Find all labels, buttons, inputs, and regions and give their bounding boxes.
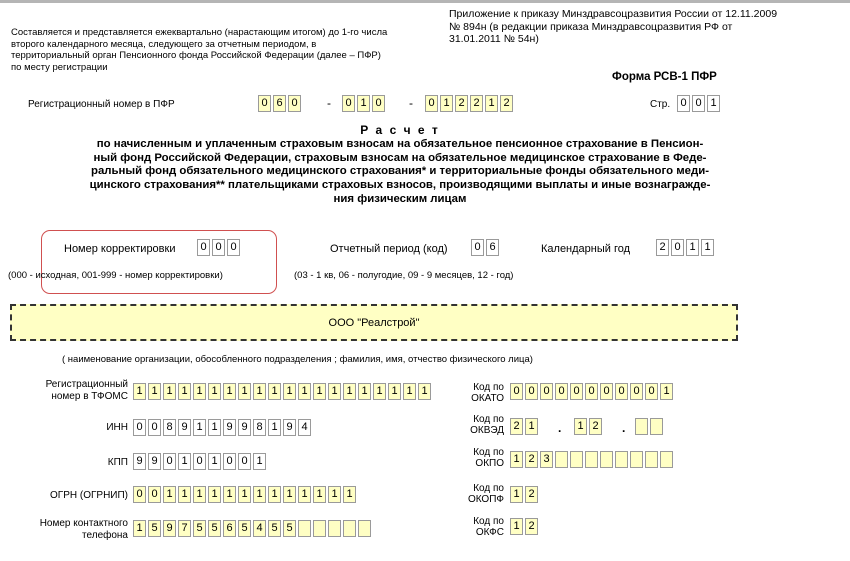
year-label: Календарный год [541, 243, 631, 255]
okato-label [430, 382, 504, 404]
tfoms-cells[interactable] [133, 383, 433, 400]
digit-cell[interactable]: 1 [283, 383, 296, 400]
digit-cell[interactable]: 2 [500, 95, 513, 112]
correction-number-cells[interactable] [197, 239, 242, 256]
digit-cell[interactable]: 0 [555, 383, 568, 400]
digit-cell[interactable]: 6 [223, 520, 236, 537]
period-hint: (03 - 1 кв, 06 - полугодие, 09 - 9 месяцев, 12 - год) [294, 270, 514, 281]
okopf-label-line1: Код по [473, 483, 504, 494]
kpp-label: КПП [107, 457, 128, 468]
digit-cell[interactable]: 4 [253, 520, 266, 537]
okved-label [430, 414, 504, 436]
digit-cell[interactable]: 1 [193, 486, 206, 503]
digit-cell[interactable]: 0 [677, 95, 690, 112]
title-line-6: ния физическим лицам [333, 192, 467, 205]
correction-hint: (000 - исходная, 001-999 - номер корректировки) [8, 270, 223, 281]
period-code-cells[interactable] [471, 239, 501, 256]
digit-cell[interactable] [650, 418, 663, 435]
digit-cell[interactable]: 0 [645, 383, 658, 400]
digit-cell[interactable]: 1 [163, 486, 176, 503]
digit-cell[interactable] [358, 520, 371, 537]
digit-cell[interactable]: 1 [328, 383, 341, 400]
okopf-label-line2: ОКОПФ [467, 494, 504, 505]
digit-cell[interactable]: 0 [510, 383, 523, 400]
document-title [40, 124, 760, 207]
phone-label [8, 518, 128, 542]
digit-cell[interactable]: 1 [178, 383, 191, 400]
digit-cell[interactable]: 2 [525, 518, 538, 535]
page-label: Стр. [650, 99, 671, 110]
digit-cell[interactable] [660, 451, 673, 468]
digit-cell[interactable]: 1 [440, 95, 453, 112]
digit-cell[interactable] [343, 520, 356, 537]
digit-cell[interactable]: 3 [540, 451, 553, 468]
digit-cell[interactable]: 1 [686, 239, 699, 256]
digit-cell[interactable]: 1 [193, 419, 206, 436]
form-title: Форма РСВ-1 ПФР [612, 71, 717, 83]
page-number-cells[interactable] [677, 95, 722, 112]
digit-cell[interactable]: 1 [343, 383, 356, 400]
digit-cell[interactable]: 1 [525, 418, 538, 435]
pfr-reg-part2[interactable] [342, 95, 387, 112]
digit-cell[interactable]: 0 [671, 239, 684, 256]
appendix-reference: Приложение к приказу Минздравсоцразвития России от 12.11.2009 № 894н (в редакции приказа Минздравсоцразвития РФ от 31.01.2011 № 54н) [449, 8, 778, 46]
year-cells[interactable] [656, 239, 716, 256]
digit-cell[interactable]: 7 [178, 520, 191, 537]
digit-cell[interactable]: 0 [163, 453, 176, 470]
digit-cell[interactable]: 0 [425, 95, 438, 112]
okato-label-line1: Код по [473, 382, 504, 393]
digit-cell[interactable]: 0 [193, 453, 206, 470]
digit-cell[interactable]: 5 [148, 520, 161, 537]
digit-cell[interactable]: 1 [313, 486, 326, 503]
ogrn-cells[interactable] [133, 486, 358, 503]
digit-cell[interactable]: 0 [615, 383, 628, 400]
digit-cell[interactable]: 0 [133, 419, 146, 436]
digit-cell[interactable] [585, 451, 598, 468]
digit-cell[interactable]: 1 [313, 383, 326, 400]
tfoms-label-line1: Регистрационный [45, 379, 128, 390]
digit-cell[interactable]: 1 [208, 383, 221, 400]
okved-group3[interactable] [635, 418, 665, 435]
digit-cell[interactable]: 9 [163, 520, 176, 537]
digit-cell[interactable]: 1 [208, 453, 221, 470]
digit-cell[interactable]: 1 [418, 383, 431, 400]
digit-cell[interactable]: 1 [574, 418, 587, 435]
okpo-label [430, 447, 504, 469]
digit-cell[interactable]: 2 [525, 451, 538, 468]
okved-group1[interactable] [510, 418, 540, 435]
digit-cell[interactable] [328, 520, 341, 537]
digit-cell[interactable]: 1 [343, 486, 356, 503]
digit-cell[interactable]: 2 [525, 486, 538, 503]
digit-cell[interactable]: 9 [148, 453, 161, 470]
digit-cell[interactable]: 1 [178, 486, 191, 503]
digit-cell[interactable]: 1 [357, 95, 370, 112]
digit-cell[interactable]: 5 [283, 520, 296, 537]
pfr-reg-part3[interactable] [425, 95, 515, 112]
digit-cell[interactable]: 1 [163, 383, 176, 400]
digit-cell[interactable]: 0 [227, 239, 240, 256]
digit-cell[interactable] [298, 520, 311, 537]
inn-label: ИНН [106, 422, 128, 433]
digit-cell[interactable] [615, 451, 628, 468]
digit-cell[interactable]: 1 [328, 486, 341, 503]
inn-cells[interactable] [133, 419, 313, 436]
digit-cell[interactable]: 0 [372, 95, 385, 112]
digit-cell[interactable]: 1 [208, 486, 221, 503]
digit-cell[interactable]: 1 [268, 486, 281, 503]
digit-cell[interactable]: 0 [600, 383, 613, 400]
digit-cell[interactable]: 0 [540, 383, 553, 400]
okfs-label [430, 516, 504, 538]
digit-cell[interactable]: 1 [223, 383, 236, 400]
pfr-reg-sep2: - [409, 96, 413, 110]
digit-cell[interactable]: 8 [163, 419, 176, 436]
digit-cell[interactable]: 1 [388, 383, 401, 400]
phone-label-line2: телефона [82, 530, 128, 541]
phone-cells[interactable] [133, 520, 373, 537]
okato-cells[interactable] [510, 383, 675, 400]
digit-cell[interactable]: 5 [193, 520, 206, 537]
digit-cell[interactable]: 1 [510, 451, 523, 468]
okved-dot1: . [558, 421, 562, 435]
okfs-cells[interactable] [510, 518, 540, 535]
digit-cell[interactable]: 1 [358, 383, 371, 400]
digit-cell[interactable]: 0 [585, 383, 598, 400]
tfoms-label [8, 379, 128, 403]
okved-label-line2: ОКВЭД [470, 425, 504, 436]
digit-cell[interactable]: 1 [253, 486, 266, 503]
digit-cell[interactable] [570, 451, 583, 468]
digit-cell[interactable]: 9 [133, 453, 146, 470]
digit-cell[interactable]: 1 [268, 383, 281, 400]
digit-cell[interactable]: 1 [253, 383, 266, 400]
digit-cell[interactable]: 0 [570, 383, 583, 400]
digit-cell[interactable]: 0 [258, 95, 271, 112]
digit-cell[interactable]: 5 [268, 520, 281, 537]
digit-cell[interactable] [555, 451, 568, 468]
digit-cell[interactable]: 1 [298, 486, 311, 503]
digit-cell[interactable]: 1 [133, 383, 146, 400]
digit-cell[interactable]: 0 [212, 239, 225, 256]
digit-cell[interactable]: 2 [589, 418, 602, 435]
title-line-2: по начисленным и уплаченным страховым взносам на обязательное пенсионное страхование в Пенсион- [96, 137, 704, 150]
digit-cell[interactable]: 0 [238, 453, 251, 470]
digit-cell[interactable]: 1 [238, 383, 251, 400]
digit-cell[interactable] [645, 451, 658, 468]
digit-cell[interactable]: 1 [223, 486, 236, 503]
digit-cell[interactable]: 1 [178, 453, 191, 470]
digit-cell[interactable]: 1 [193, 383, 206, 400]
digit-cell[interactable]: 5 [208, 520, 221, 537]
digit-cell[interactable]: 0 [133, 486, 146, 503]
digit-cell[interactable]: 0 [692, 95, 705, 112]
okato-label-line2: ОКАТО [471, 393, 504, 404]
organization-name-field[interactable] [10, 304, 738, 341]
top-border [0, 0, 850, 3]
okpo-cells[interactable] [510, 451, 675, 468]
digit-cell[interactable]: 1 [238, 486, 251, 503]
digit-cell[interactable]: 9 [178, 419, 191, 436]
correction-label: Номер корректировки [64, 243, 176, 255]
digit-cell[interactable] [600, 451, 613, 468]
digit-cell[interactable]: 1 [510, 486, 523, 503]
okved-group2[interactable] [574, 418, 604, 435]
title-line-5: цинского страхования** плательщиками страховых взносов, производящими выплаты и иные вознагражде- [89, 179, 711, 192]
digit-cell[interactable] [635, 418, 648, 435]
digit-cell[interactable]: 0 [148, 486, 161, 503]
digit-cell[interactable] [313, 520, 326, 537]
digit-cell[interactable]: 0 [525, 383, 538, 400]
tfoms-label-line2: номер в ТФОМС [51, 391, 128, 402]
digit-cell[interactable]: 0 [148, 419, 161, 436]
title-line-3: ный фонд Российской Федерации, страховым взносам на обязательное медицинское страхование в Феде- [93, 151, 707, 164]
digit-cell[interactable]: 1 [485, 95, 498, 112]
organization-name: ООО "Реалстрой" [328, 316, 420, 329]
kpp-cells[interactable] [133, 453, 268, 470]
phone-label-line1: Номер контактного [39, 518, 128, 529]
pfr-reg-sep1: - [327, 96, 331, 110]
digit-cell[interactable]: 1 [510, 518, 523, 535]
digit-cell[interactable]: 1 [283, 486, 296, 503]
okopf-label [430, 483, 504, 505]
digit-cell[interactable]: 2 [455, 95, 468, 112]
digit-cell[interactable]: 0 [197, 239, 210, 256]
digit-cell[interactable]: 6 [273, 95, 286, 112]
digit-cell[interactable]: 2 [470, 95, 483, 112]
digit-cell[interactable]: 9 [238, 419, 251, 436]
digit-cell[interactable]: 0 [630, 383, 643, 400]
digit-cell[interactable]: 0 [471, 239, 484, 256]
pfr-reg-part1[interactable] [258, 95, 303, 112]
digit-cell[interactable]: 0 [342, 95, 355, 112]
okopf-cells[interactable] [510, 486, 540, 503]
digit-cell[interactable]: 9 [223, 419, 236, 436]
digit-cell[interactable]: 2 [510, 418, 523, 435]
okfs-label-line2: ОКФС [475, 527, 504, 538]
title-line-4: ральный фонд обязательного медицинского страхования* и территориальные фонды обязательного меди- [91, 165, 709, 178]
digit-cell[interactable]: 1 [298, 383, 311, 400]
digit-cell[interactable]: 1 [403, 383, 416, 400]
digit-cell[interactable]: 8 [253, 419, 266, 436]
digit-cell[interactable]: 1 [208, 419, 221, 436]
digit-cell[interactable]: 1 [133, 520, 146, 537]
digit-cell[interactable]: 0 [223, 453, 236, 470]
okfs-label-line1: Код по [473, 516, 504, 527]
digit-cell[interactable]: 5 [238, 520, 251, 537]
digit-cell[interactable]: 6 [486, 239, 499, 256]
digit-cell[interactable]: 1 [268, 419, 281, 436]
digit-cell[interactable]: 9 [283, 419, 296, 436]
organization-caption: ( наименование организации, обособленного подразделения ; фамилия, имя, отчество физического лица) [62, 354, 533, 365]
submission-notice: Составляется и представляется ежеквартально (нарастающим итогом) до 1-го числа второго календарного месяца, следующего за отчетным периодом, в территориальный орган Пенсионного фонда Российской Федерации (далее – ПФР) по месту регистрации [11, 27, 388, 73]
okved-dot2: . [622, 421, 626, 435]
digit-cell[interactable]: 1 [373, 383, 386, 400]
digit-cell[interactable]: 0 [288, 95, 301, 112]
digit-cell[interactable]: 1 [707, 95, 720, 112]
digit-cell[interactable]: 1 [660, 383, 673, 400]
ogrn-label: ОГРН (ОГРНИП) [50, 490, 128, 501]
digit-cell[interactable]: 1 [701, 239, 714, 256]
title-line-1: Р а с ч е т [360, 123, 440, 137]
period-label: Отчетный период (код) [330, 243, 448, 255]
pfr-reg-label: Регистрационный номер в ПФР [28, 99, 175, 110]
digit-cell[interactable]: 1 [148, 383, 161, 400]
okpo-label-line2: ОКПО [475, 458, 504, 469]
digit-cell[interactable]: 1 [253, 453, 266, 470]
digit-cell[interactable] [630, 451, 643, 468]
okved-label-line1: Код по [473, 414, 504, 425]
okpo-label-line1: Код по [473, 447, 504, 458]
digit-cell[interactable]: 4 [298, 419, 311, 436]
digit-cell[interactable]: 2 [656, 239, 669, 256]
